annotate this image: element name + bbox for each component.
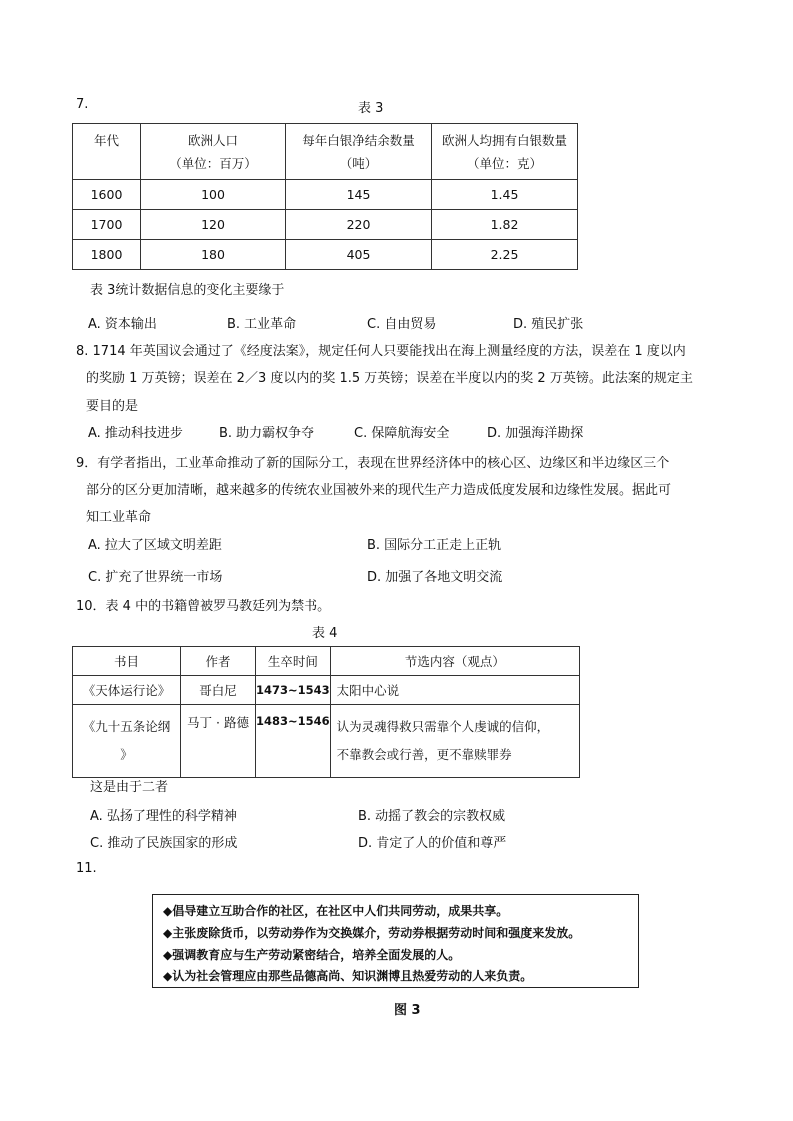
q8-option-c: C. 保障航海安全 <box>354 426 450 441</box>
cell-book: 《天体运行论》 <box>73 676 181 705</box>
figure-3-caption: 图 3 <box>394 1003 421 1018</box>
cell-silver: 220 <box>286 210 432 240</box>
q7-option-c: C. 自由贸易 <box>367 317 437 332</box>
figure-line: ◆认为社会管理应由那些品德高尚、知识渊博且热爱劳动的人来负责。 <box>163 969 533 983</box>
q9-line-2: 部分的区分更加清晰，越来越多的传统农业国被外来的现代生产力造成低度发展和边缘性发展。据此可 <box>86 483 672 498</box>
cell-population: 120 <box>141 210 286 240</box>
q10-option-b: B. 动摇了教会的宗教权威 <box>358 809 506 824</box>
cell-per-capita: 2.25 <box>432 240 578 270</box>
q9-line-1: 9．有学者指出，工业革命推动了新的国际分工，表现在世界经济体中的核心区、边缘区和半边缘区三个 <box>76 456 670 471</box>
question-number-11: 11. <box>76 861 97 876</box>
table-4 <box>72 646 580 778</box>
q7-option-a: A. 资本输出 <box>88 317 157 332</box>
q10-question: 这是由于二者 <box>90 780 169 795</box>
figure-line: ◆强调教育应与生产劳动紧密结合，培养全面发展的人。 <box>163 948 461 962</box>
cell-author: 马丁 · 路德 <box>181 705 256 778</box>
cell-year: 1600 <box>73 180 141 210</box>
cell-book: 《九十五条论纲 》 <box>73 705 181 778</box>
table-row <box>73 180 578 210</box>
q8-line-2: 的奖励 1 万英镑；误差在 2／3 度以内的奖 1.5 万英镑；误差在半度以内的奖 2 万英镑。此法案的规定主 <box>86 371 693 386</box>
cell-year: 1700 <box>73 210 141 240</box>
figure-line: ◆倡导建立互助合作的社区，在社区中人们共同劳动，成果共享。 <box>163 904 509 918</box>
header-cell: 欧洲人均拥有白银数量 （单位：克） <box>432 124 578 180</box>
cell-silver: 145 <box>286 180 432 210</box>
q7-option-b: B. 工业革命 <box>227 317 297 332</box>
table-row <box>73 676 580 705</box>
header-cell: 书目 <box>73 647 181 676</box>
q8-line-3: 要目的是 <box>86 399 139 414</box>
figure-3-box <box>152 894 639 988</box>
cell-population: 180 <box>141 240 286 270</box>
q8-option-d: D. 加强海洋勘探 <box>487 426 584 441</box>
q8-option-a: A. 推动科技进步 <box>88 426 183 441</box>
header-cell: 年代 <box>73 124 141 180</box>
header-cell: 欧洲人口 （单位：百万） <box>141 124 286 180</box>
q10-option-c: C. 推动了民族国家的形成 <box>90 836 238 851</box>
table-row <box>73 210 578 240</box>
table-3 <box>72 123 578 270</box>
table-4-title: 表 4 <box>312 626 338 641</box>
q8-option-b: B. 助力霸权争夺 <box>219 426 315 441</box>
cell-lifespan: 1483~1546 <box>256 705 331 778</box>
q9-option-c: C. 扩充了世界统一市场 <box>88 570 223 585</box>
cell-lifespan: 1473~1543 <box>256 676 331 705</box>
cell-silver: 405 <box>286 240 432 270</box>
figure-line: ◆主张废除货币，以劳动券作为交换媒介，劳动券根据劳动时间和强度来发放。 <box>163 926 581 940</box>
cell-author: 哥白尼 <box>181 676 256 705</box>
q9-option-b: B. 国际分工正走上正轨 <box>367 538 502 553</box>
q8-line-1: 8. 1714 年英国议会通过了《经度法案》，规定任何人只要能找出在海上测量经度的方法，误差在 1 度以内 <box>76 344 686 359</box>
table-row <box>73 240 578 270</box>
cell-population: 100 <box>141 180 286 210</box>
header-cell: 作者 <box>181 647 256 676</box>
table-header-row <box>73 647 580 676</box>
cell-year: 1800 <box>73 240 141 270</box>
cell-per-capita: 1.82 <box>432 210 578 240</box>
header-cell: 每年白银净结余数量 （吨） <box>286 124 432 180</box>
q9-option-a: A. 拉大了区域文明差距 <box>88 538 222 553</box>
cell-excerpt: 太阳中心说 <box>330 676 579 705</box>
q10-option-a: A. 弘扬了理性的科学精神 <box>90 809 237 824</box>
q7-option-d: D. 殖民扩张 <box>513 317 584 332</box>
header-cell: 节选内容（观点） <box>330 647 579 676</box>
q9-line-3: 知工业革命 <box>86 510 152 525</box>
cell-excerpt: 认为灵魂得救只需靠个人虔诚的信仰， 不靠教会或行善，更不靠赎罪券 <box>330 705 579 778</box>
table-row <box>73 705 580 778</box>
question-number-7: 7. <box>76 97 89 112</box>
table-header-row <box>73 124 578 180</box>
q10-stem: 10．表 4 中的书籍曾被罗马教廷列为禁书。 <box>76 599 331 614</box>
q7-stem: 表 3统计数据信息的变化主要缘于 <box>90 283 285 298</box>
cell-per-capita: 1.45 <box>432 180 578 210</box>
table-3-title: 表 3 <box>358 101 384 116</box>
q9-option-d: D. 加强了各地文明交流 <box>367 570 503 585</box>
header-cell: 生卒时间 <box>256 647 331 676</box>
q10-option-d: D. 肯定了人的价值和尊严 <box>358 836 507 851</box>
